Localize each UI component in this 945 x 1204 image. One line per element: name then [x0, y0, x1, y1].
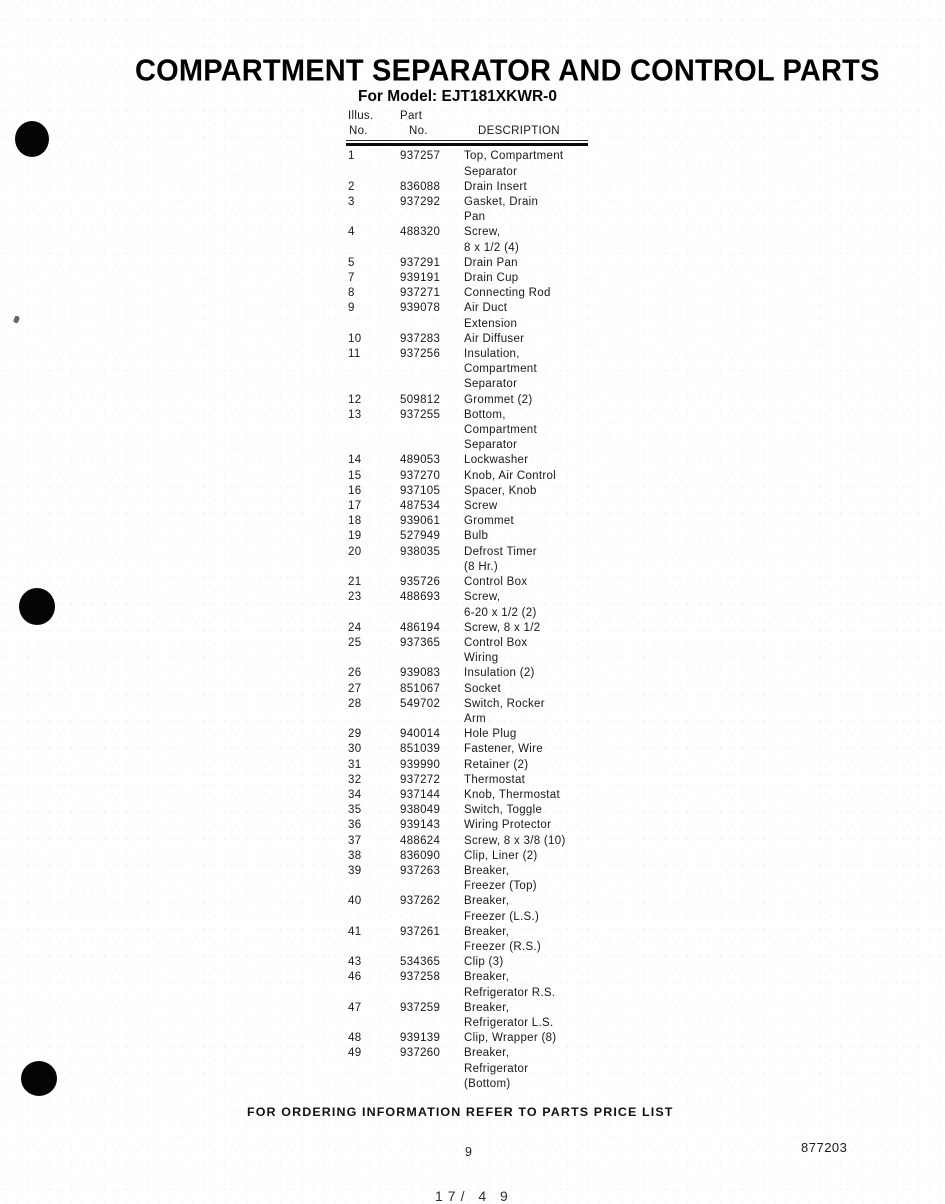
illus-no-cell: 14 — [348, 454, 362, 467]
description-cell — [464, 332, 596, 347]
table-row — [346, 636, 596, 666]
illus-no-cell: 13 — [348, 408, 362, 421]
description-cell — [464, 514, 596, 529]
binder-hole-icon — [15, 121, 49, 157]
table-row — [346, 834, 596, 849]
description-line: Compartment — [464, 363, 537, 376]
table-row — [346, 864, 596, 894]
description-line: Fastener, Wire — [464, 743, 543, 756]
description-cell — [464, 758, 596, 773]
illus-no-cell: 30 — [348, 743, 362, 756]
part-no-cell: 488693 — [400, 591, 441, 604]
description-line: Screw, — [464, 591, 501, 604]
description-cell — [464, 347, 596, 393]
part-no-cell: 939061 — [400, 515, 441, 528]
description-line: Freezer (Top) — [464, 880, 537, 893]
scan-speck-mark — [13, 315, 20, 323]
description-cell — [464, 256, 596, 271]
description-line: Extension — [464, 317, 518, 330]
part-no-cell: 486194 — [400, 621, 441, 634]
table-row — [346, 180, 596, 195]
illus-no-cell: 32 — [348, 773, 362, 786]
illus-no-cell: 18 — [348, 515, 362, 528]
description-line: 6-20 x 1/2 (2) — [464, 606, 537, 619]
illus-no-cell: 43 — [348, 956, 362, 969]
description-line: Socket — [464, 682, 501, 695]
description-line: Breaker, — [464, 971, 510, 984]
table-row — [346, 195, 596, 225]
part-no-cell: 487534 — [400, 500, 441, 513]
description-line: Separator — [464, 439, 518, 452]
description-cell — [464, 484, 596, 499]
part-no-cell: 939191 — [400, 272, 441, 285]
description-line: (Bottom) — [464, 1077, 511, 1090]
description-cell — [464, 149, 596, 179]
description-cell — [464, 180, 596, 195]
part-no-cell: 488320 — [400, 226, 441, 239]
illus-no-cell: 17 — [348, 500, 362, 513]
description-cell — [464, 575, 596, 590]
illus-no-cell: 9 — [348, 302, 355, 315]
description-line: Clip (3) — [464, 956, 504, 969]
description-line: Freezer (R.S.) — [464, 940, 542, 953]
table-row — [346, 271, 596, 286]
illus-no-cell: 7 — [348, 272, 355, 285]
part-no-cell: 937257 — [400, 150, 441, 163]
illus-no-cell: 47 — [348, 1001, 362, 1014]
table-row — [346, 499, 596, 514]
page-title: COMPARTMENT SEPARATOR AND CONTROL PARTS — [135, 54, 880, 88]
table-row — [346, 727, 596, 742]
table-row — [346, 408, 596, 454]
description-line: Bottom, — [464, 408, 506, 421]
illus-no-cell: 8 — [348, 287, 355, 300]
description-line: Breaker, — [464, 925, 510, 938]
table-row — [346, 682, 596, 697]
table-row — [346, 666, 596, 681]
part-no-cell: 939143 — [400, 819, 441, 832]
illus-column-header: Illus. — [348, 110, 374, 122]
illus-no-cell: 26 — [348, 667, 362, 680]
part-no-cell: 937262 — [400, 895, 441, 908]
part-no-cell: 935726 — [400, 576, 441, 589]
description-line: Clip, Wrapper (8) — [464, 1032, 557, 1045]
description-line: Wiring — [464, 652, 499, 665]
illus-no-cell: 2 — [348, 180, 355, 193]
description-cell — [464, 453, 596, 468]
description-line: Lockwasher — [464, 454, 529, 467]
description-line: Control Box — [464, 576, 528, 589]
table-row — [346, 788, 596, 803]
description-cell — [464, 1001, 596, 1031]
table-row — [346, 347, 596, 393]
table-row — [346, 849, 596, 864]
table-row — [346, 590, 596, 620]
table-row — [346, 469, 596, 484]
doc-number: 877203 — [801, 1140, 848, 1155]
description-line: Separator — [464, 378, 518, 391]
part-no-cell: 534365 — [400, 956, 441, 969]
part-no-cell: 549702 — [400, 697, 441, 710]
table-row — [346, 453, 596, 468]
model-subtitle: For Model: EJT181XKWR-0 — [358, 88, 557, 105]
description-line: Knob, Thermostat — [464, 788, 560, 801]
description-cell — [464, 499, 596, 514]
description-cell — [464, 803, 596, 818]
description-cell — [464, 195, 596, 225]
description-cell — [464, 864, 596, 894]
description-line: Thermostat — [464, 773, 526, 786]
part-no-cell: 488624 — [400, 834, 441, 847]
illus-no-cell: 37 — [348, 834, 362, 847]
illus-no-cell: 3 — [348, 196, 355, 209]
description-line: Drain Insert — [464, 180, 528, 193]
part-no-cell: 938035 — [400, 545, 441, 558]
description-line: Drain Pan — [464, 256, 518, 269]
description-line: Wiring Protector — [464, 819, 552, 832]
illus-no-cell: 19 — [348, 530, 362, 543]
description-cell — [464, 849, 596, 864]
part-no-cell: 937271 — [400, 287, 441, 300]
illus-no-cell: 16 — [348, 484, 362, 497]
description-line: Grommet (2) — [464, 393, 533, 406]
ordering-note: FOR ORDERING INFORMATION REFER TO PARTS PRICE LIST — [247, 1105, 674, 1119]
description-line: Control Box — [464, 636, 528, 649]
description-cell — [464, 894, 596, 924]
illus-no-cell: 1 — [348, 150, 355, 163]
description-line: Breaker, — [464, 895, 510, 908]
table-row — [346, 894, 596, 924]
part-no-cell: 940014 — [400, 728, 441, 741]
part-no-cell: 937259 — [400, 1001, 441, 1014]
part-no-cell: 938049 — [400, 804, 441, 817]
part-no-cell: 937105 — [400, 484, 441, 497]
description-line: (8 Hr.) — [464, 560, 499, 573]
description-cell — [464, 697, 596, 727]
binder-hole-icon — [19, 588, 55, 625]
table-row — [346, 742, 596, 757]
table-row — [346, 393, 596, 408]
part-no-cell: 937291 — [400, 256, 441, 269]
description-cell — [464, 818, 596, 833]
table-row — [346, 301, 596, 331]
description-cell — [464, 742, 596, 757]
description-cell — [464, 636, 596, 666]
description-line: Breaker, — [464, 1047, 510, 1060]
illus-no-cell: 4 — [348, 226, 355, 239]
description-line: Refrigerator L.S. — [464, 1016, 554, 1029]
part-no-cell: 937263 — [400, 864, 441, 877]
description-line: Switch, Toggle — [464, 804, 543, 817]
part-no-cell: 939990 — [400, 758, 441, 771]
part-column-header: Part — [400, 110, 423, 122]
illus-no-cell: 46 — [348, 971, 362, 984]
table-row — [346, 529, 596, 544]
description-line: Connecting Rod — [464, 287, 551, 300]
part-no-header: No. — [409, 125, 428, 138]
description-line: Grommet — [464, 515, 515, 528]
illus-no-cell: 12 — [348, 393, 362, 406]
illus-no-cell: 38 — [348, 849, 362, 862]
table-row — [346, 484, 596, 499]
part-no-cell: 937258 — [400, 971, 441, 984]
illus-no-cell: 31 — [348, 758, 362, 771]
part-no-cell: 937256 — [400, 348, 441, 361]
illus-no-cell: 24 — [348, 621, 362, 634]
description-cell — [464, 225, 596, 255]
description-cell — [464, 286, 596, 301]
part-no-cell: 836090 — [400, 849, 441, 862]
part-no-cell: 937283 — [400, 332, 441, 345]
table-row — [346, 1031, 596, 1046]
table-row — [346, 621, 596, 636]
table-row — [346, 970, 596, 1000]
description-line: Freezer (L.S.) — [464, 910, 540, 923]
description-cell — [464, 727, 596, 742]
part-no-cell: 939083 — [400, 667, 441, 680]
illus-no-header: No. — [349, 125, 368, 138]
description-cell — [464, 529, 596, 544]
table-header-sub-row — [346, 124, 588, 141]
description-cell — [464, 590, 596, 620]
description-line: Drain Cup — [464, 272, 519, 285]
table-row — [346, 773, 596, 788]
part-no-cell: 851067 — [400, 682, 441, 695]
description-cell — [464, 469, 596, 484]
description-cell — [464, 621, 596, 636]
description-line: Knob, Air Control — [464, 469, 557, 482]
description-line: Gasket, Drain — [464, 196, 539, 209]
description-cell — [464, 301, 596, 331]
description-cell — [464, 1031, 596, 1046]
parts-table — [346, 109, 596, 1092]
header-rule — [346, 143, 588, 146]
table-row — [346, 225, 596, 255]
table-row — [346, 925, 596, 955]
description-line: Screw, 8 x 3/8 (10) — [464, 834, 566, 847]
description-cell — [464, 788, 596, 803]
illus-no-cell: 35 — [348, 804, 362, 817]
description-line: Insulation (2) — [464, 667, 535, 680]
description-cell — [464, 408, 596, 454]
table-body — [346, 149, 596, 1092]
illus-no-cell: 34 — [348, 788, 362, 801]
illus-no-cell: 20 — [348, 545, 362, 558]
part-no-cell: 937292 — [400, 196, 441, 209]
part-no-cell: 939139 — [400, 1032, 441, 1045]
description-line: Breaker, — [464, 864, 510, 877]
description-line: Screw, — [464, 226, 501, 239]
description-line: Compartment — [464, 424, 537, 437]
description-cell — [464, 393, 596, 408]
description-cell — [464, 1046, 596, 1092]
table-row — [346, 514, 596, 529]
description-line: Air Diffuser — [464, 332, 525, 345]
description-line: Switch, Rocker — [464, 697, 545, 710]
table-row — [346, 149, 596, 179]
part-no-cell: 937144 — [400, 788, 441, 801]
description-cell — [464, 682, 596, 697]
illus-no-cell: 49 — [348, 1047, 362, 1060]
part-no-cell: 937272 — [400, 773, 441, 786]
binder-hole-icon — [21, 1061, 57, 1096]
illus-no-cell: 29 — [348, 728, 362, 741]
description-line: Pan — [464, 211, 486, 224]
part-no-cell: 939078 — [400, 302, 441, 315]
description-line: Spacer, Knob — [464, 484, 537, 497]
illus-no-cell: 5 — [348, 256, 355, 269]
table-header-top-row — [346, 109, 596, 124]
description-cell — [464, 271, 596, 286]
table-row — [346, 955, 596, 970]
table-row — [346, 697, 596, 727]
description-cell — [464, 925, 596, 955]
description-line: Bulb — [464, 530, 489, 543]
description-cell — [464, 834, 596, 849]
part-no-cell: 509812 — [400, 393, 441, 406]
table-row — [346, 1046, 596, 1092]
part-no-cell: 489053 — [400, 454, 441, 467]
description-cell — [464, 545, 596, 575]
description-cell — [464, 955, 596, 970]
table-row — [346, 575, 596, 590]
cut-off-text-fragment: 17/ 4 9 — [435, 1188, 513, 1204]
illus-no-cell: 21 — [348, 576, 362, 589]
description-line: Screw — [464, 500, 498, 513]
description-line: Hole Plug — [464, 728, 517, 741]
table-row — [346, 545, 596, 575]
table-row — [346, 256, 596, 271]
description-line: Air Duct — [464, 302, 508, 315]
description-line: Refrigerator R.S. — [464, 986, 556, 999]
table-row — [346, 803, 596, 818]
illus-no-cell: 25 — [348, 636, 362, 649]
part-no-cell: 836088 — [400, 180, 441, 193]
description-line: Insulation, — [464, 348, 520, 361]
description-cell — [464, 970, 596, 1000]
description-line: 8 x 1/2 (4) — [464, 241, 520, 254]
part-no-cell: 937261 — [400, 925, 441, 938]
description-line: Arm — [464, 712, 486, 725]
table-row — [346, 1001, 596, 1031]
description-line: Retainer (2) — [464, 758, 529, 771]
description-line: Breaker, — [464, 1001, 510, 1014]
part-no-cell: 937255 — [400, 408, 441, 421]
illus-no-cell: 23 — [348, 591, 362, 604]
illus-no-cell: 28 — [348, 697, 362, 710]
description-line: Clip, Liner (2) — [464, 849, 538, 862]
description-line: Screw, 8 x 1/2 — [464, 621, 541, 634]
page-number: 9 — [465, 1145, 472, 1159]
illus-no-cell: 41 — [348, 925, 362, 938]
description-cell — [464, 666, 596, 681]
description-line: Refrigerator — [464, 1062, 529, 1075]
illus-no-cell: 48 — [348, 1032, 362, 1045]
table-row — [346, 758, 596, 773]
description-line: Top, Compartment — [464, 150, 564, 163]
table-row — [346, 286, 596, 301]
table-row — [346, 332, 596, 347]
part-no-cell: 937365 — [400, 636, 441, 649]
illus-no-cell: 27 — [348, 682, 362, 695]
illus-no-cell: 36 — [348, 819, 362, 832]
description-header: DESCRIPTION — [478, 125, 560, 138]
description-line: Defrost Timer — [464, 545, 537, 558]
illus-no-cell: 11 — [348, 348, 361, 361]
part-no-cell: 937270 — [400, 469, 441, 482]
illus-no-cell: 39 — [348, 864, 362, 877]
part-no-cell: 527949 — [400, 530, 441, 543]
illus-no-cell: 15 — [348, 469, 362, 482]
table-row — [346, 818, 596, 833]
part-no-cell: 851039 — [400, 743, 441, 756]
description-cell — [464, 773, 596, 788]
description-line: Separator — [464, 165, 518, 178]
illus-no-cell: 40 — [348, 895, 362, 908]
part-no-cell: 937260 — [400, 1047, 441, 1060]
illus-no-cell: 10 — [348, 332, 362, 345]
